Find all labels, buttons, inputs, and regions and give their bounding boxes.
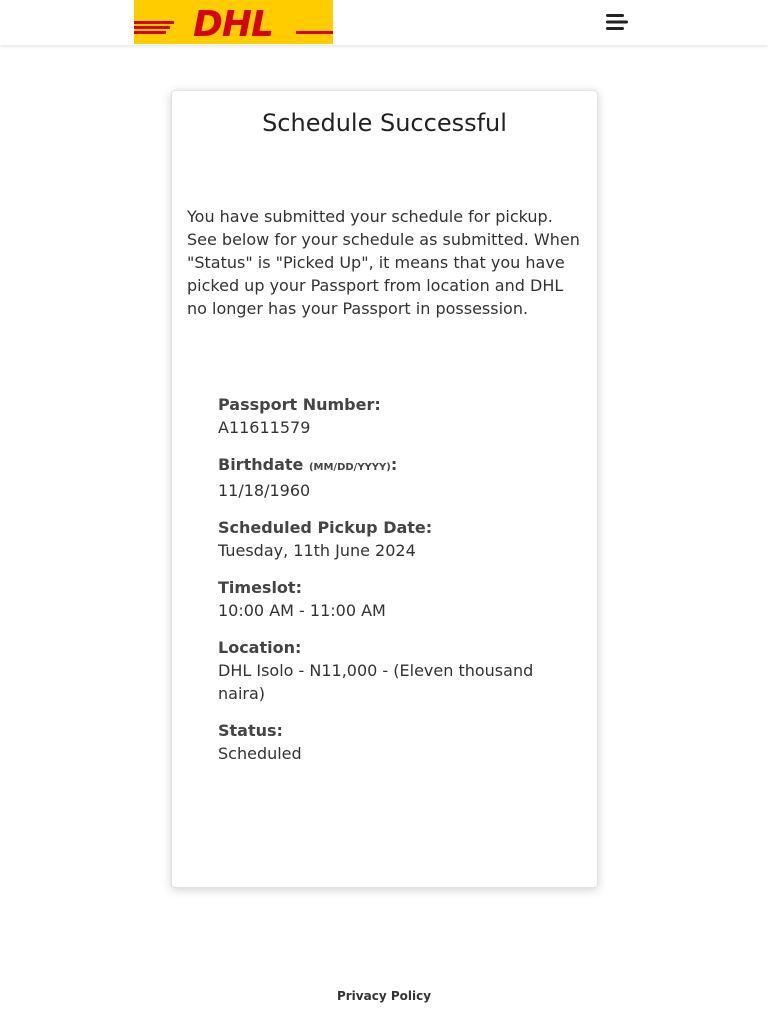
location-label: Location: bbox=[218, 638, 302, 657]
dhl-logo-icon bbox=[134, 0, 333, 44]
hamburger-menu-icon bbox=[602, 10, 630, 34]
birthdate-label-row bbox=[218, 453, 538, 479]
passport-field bbox=[218, 393, 538, 439]
status-value: Scheduled bbox=[218, 744, 302, 763]
birthdate-value: 11/18/1960 bbox=[218, 481, 311, 500]
timeslot-field bbox=[218, 576, 538, 622]
dhl-logo[interactable] bbox=[134, 0, 333, 44]
status-label: Status: bbox=[218, 721, 283, 740]
intro-text: You have submitted your schedule for pickup. See below for your schedule as submitted. When "Status" is "Picked Up", it means that you have picked up your Passport from location and DHL no longer has your Passport in possession. bbox=[187, 207, 580, 318]
passport-label: Passport Number: bbox=[218, 395, 381, 414]
birthdate-field bbox=[218, 453, 538, 502]
pickup-date-label: Scheduled Pickup Date: bbox=[218, 518, 433, 537]
menu-button[interactable] bbox=[602, 10, 630, 34]
status-field bbox=[218, 719, 538, 765]
location-value: DHL Isolo - N11,000 - (Eleven thousand naira) bbox=[218, 661, 534, 703]
timeslot-label: Timeslot: bbox=[218, 578, 302, 597]
timeslot-value: 10:00 AM - 11:00 AM bbox=[218, 601, 386, 620]
schedule-card bbox=[171, 90, 598, 888]
location-field bbox=[218, 636, 538, 705]
page-title: Schedule Successful bbox=[262, 109, 507, 137]
top-header bbox=[0, 0, 768, 45]
birthdate-colon: : bbox=[390, 455, 398, 474]
passport-value: A11611579 bbox=[218, 418, 311, 437]
birthdate-label: Birthdate bbox=[218, 455, 304, 474]
schedule-details bbox=[218, 393, 538, 779]
birthdate-format-hint: (MM/DD/YYYY) bbox=[308, 462, 391, 473]
logo-text: DHL bbox=[193, 4, 273, 44]
privacy-policy-link[interactable]: Privacy Policy bbox=[336, 989, 432, 1003]
pickup-date-field bbox=[218, 516, 538, 562]
pickup-date-value: Tuesday, 11th June 2024 bbox=[218, 541, 416, 560]
